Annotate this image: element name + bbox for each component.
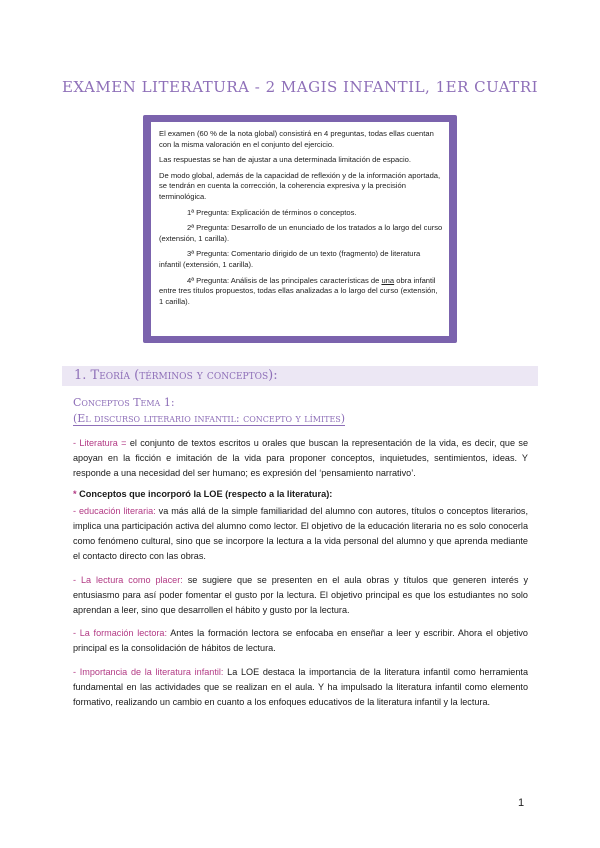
page-title: EXAMEN LITERATURA - 2 MAGIS INFANTIL, 1ER CUATRI xyxy=(61,78,539,96)
exam-info-paragraph: Las respuestas se han de ajustar a una determinada limitación de espacio. xyxy=(159,155,412,165)
question-4-underlined: una xyxy=(381,275,395,285)
term-label: - Literatura = xyxy=(73,438,127,448)
literatura-paragraph xyxy=(73,436,528,481)
question-3: 3ª Pregunta: Comentario dirigido de un texto (fragmento) de literatura infantil (extensión, 1 carilla). xyxy=(159,249,421,269)
loe-concepts-heading xyxy=(73,489,332,499)
term-definition: el conjunto de textos escritos u orales que buscan la representación de la vida, es decir, que se apoyan en la ficción e imitación de la vida para proponer conceptos, inquietudes, sentimientos, ideas. Y responde a una necesidad del ser humano; es expresión del ‘pensamiento narrativo’. xyxy=(73,438,528,478)
term-definition: se sugiere que se presenten en el aula obras y títulos que generen interés y entusiasmo para así poder fomentar el gusto por la lectura. El objetivo principal es que los estudiantes no solo aprendan a leer, sino que desarrollen el hábito y gusto por la lectura. xyxy=(73,575,529,615)
question-4 xyxy=(159,276,443,308)
question-4-text-end: obra infantil entre tres títulos propuestos, todas ellas analizadas a lo largo del curso (extensión, 1 carilla). xyxy=(159,275,438,306)
term-definition: La LOE destaca la importancia de la literatura infantil como herramienta fundamental en las actividades que se realizan en el aula. Y ha impulsado la literatura infantil como elemento formativo, realizando un cambio en cuanto a los enfoques educativos de la literatura infantil y la lectura. xyxy=(73,667,528,707)
bullet-star: * xyxy=(73,489,77,499)
subheading-topic: (El discurso literario infantil: concepto y límites) xyxy=(73,412,346,425)
question-2: 2ª Pregunta: Desarrollo de un enunciado de los tratados a lo largo del curso (extensión, 1 carilla). xyxy=(159,223,443,243)
bullet-text: Conceptos que incorporó la LOE (respecto a la literatura): xyxy=(76,489,333,499)
term-label: - educación literaria: xyxy=(73,506,156,516)
subheading-concepts: Conceptos Tema 1: xyxy=(73,396,175,409)
term-definition: va más allá de la simple familiaridad del alumno con autores, títulos o conceptos literarios, implica una participación activa del alumno como lector. El objetivo de la educación literaria no es solo conocerla como fenómeno cultural, sino que se incorpore la lectura a la vida personal del alumno y que aprenda mediante el contacto directo con las obras. xyxy=(73,506,529,561)
exam-info-box xyxy=(151,122,449,336)
term-definition: Antes la formación lectora se enfocaba en enseñar a leer y escribir. Ahora el objetivo principal es la consolidación de hábitos de lectura. xyxy=(73,628,528,653)
page-number: 1 xyxy=(518,797,525,809)
question-1: 1ª Pregunta: Explicación de términos o conceptos. xyxy=(187,207,357,217)
exam-info-paragraph: De modo global, además de la capacidad de reflexión y de la información aportada, se tendrán en cuenta la corrección, la coherencia expresiva y la precisión terminológica. xyxy=(159,170,441,201)
term-label: - Importancia de la literatura infantil: xyxy=(73,667,224,677)
term-label: - La lectura como placer: xyxy=(73,575,183,585)
importancia-paragraph xyxy=(73,665,528,710)
section-heading: 1. Teoría (términos y conceptos): xyxy=(74,368,278,383)
question-4-text: 4ª Pregunta: Análisis de las principales características de xyxy=(187,275,382,285)
term-label: - La formación lectora: xyxy=(73,628,168,638)
placer-paragraph xyxy=(73,573,528,618)
formacion-paragraph xyxy=(73,626,528,656)
educacion-paragraph xyxy=(73,504,528,564)
exam-info-paragraph: El examen (60 % de la nota global) consistirá en 4 preguntas, todas ellas cuentan con la misma valoración en el conjunto del ejercicio. xyxy=(159,129,434,149)
section-heading-band xyxy=(62,366,538,386)
